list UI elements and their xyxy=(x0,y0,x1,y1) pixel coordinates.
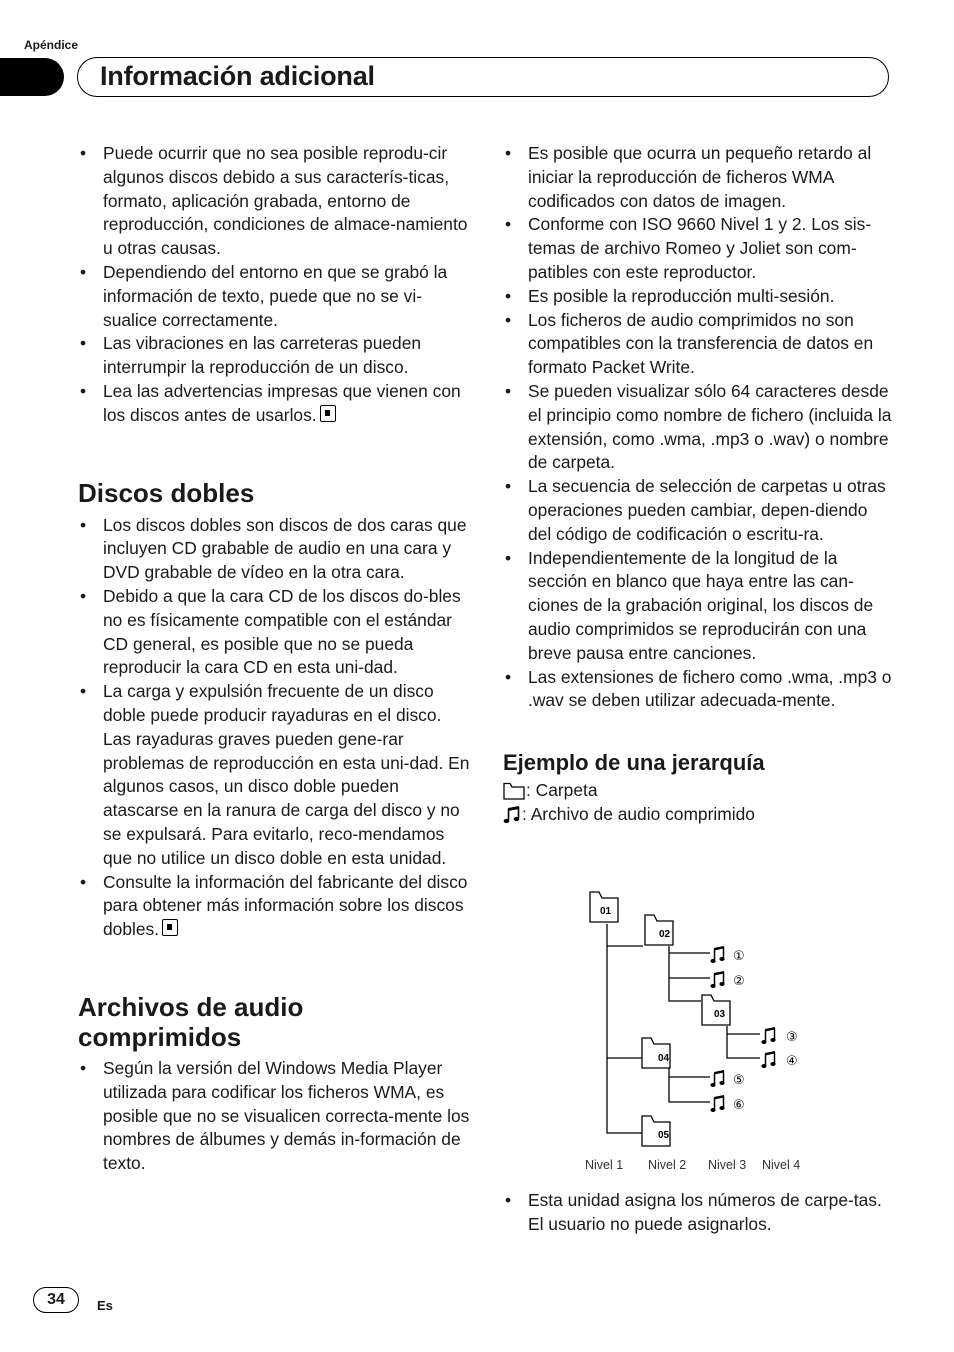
legend-audio-label: : Archivo de audio comprimido xyxy=(522,804,755,825)
folder-label: 05 xyxy=(658,1130,670,1141)
section-heading-archivos: Archivos de audio comprimidos xyxy=(78,991,304,1052)
section-heading-discos: Discos dobles xyxy=(78,477,255,508)
folder-03 xyxy=(702,995,730,1025)
audio-file-3 xyxy=(761,1027,797,1045)
folder-label: 02 xyxy=(659,929,671,940)
list-item: • Las vibraciones en las carreteras pueden interrumpir la reproducción de un disco. xyxy=(78,332,470,380)
folder-label: 03 xyxy=(714,1009,726,1020)
end-mark-icon xyxy=(320,405,336,422)
page-number: 34 xyxy=(33,1287,79,1313)
audio-file-2 xyxy=(710,971,744,989)
list-item: • Los ficheros de audio comprimidos no son compatibles con la transferencia de datos en formato Packet Write. xyxy=(503,309,895,380)
legend-folder-label: : Carpeta xyxy=(526,780,598,801)
music-note-icon xyxy=(761,1027,775,1044)
list-item: • Esta unidad asigna los números de carpe-tas. El usuario no puede asignarlos. xyxy=(503,1189,895,1237)
list-item: • Puede ocurrir que no sea posible reprodu-cir algunos discos debido a sus caracterís-ticas, formato, aplicación grabada, entorno de reproducción, condiciones de almace-namiento u otras causas. xyxy=(78,142,470,261)
right-list xyxy=(503,142,895,713)
header-bar xyxy=(77,57,889,97)
legend-folder xyxy=(503,779,895,803)
list-item: • Independientemente de la longitud de la sección en blanco que haya entre las can-ciones de la grabación original, los discos de audio comprimidos se reproducirán con una breve pausa entre canciones. xyxy=(503,547,895,666)
level-label: Nivel 4 xyxy=(762,1158,801,1172)
level-label: Nivel 3 xyxy=(708,1158,747,1172)
discos-list xyxy=(78,514,470,942)
list-item: • Según la versión del Windows Media Player utilizada para codificar los ficheros WMA, es posible que no se visualicen correcta-mente los nombres de álbumes y demás in-formación de texto. xyxy=(78,1057,470,1176)
level-label: Nivel 1 xyxy=(585,1158,624,1172)
final-list xyxy=(503,1189,895,1237)
list-item: • Las extensiones de fichero como .wma, .mp3 o .wav se deben utilizar adecuada-mente. xyxy=(503,666,895,714)
list-item: • Conforme con ISO 9660 Nivel 1 y 2. Los sis-temas de archivo Romeo y Joliet son com-patibles con este reproductor. xyxy=(503,213,895,284)
folder-04 xyxy=(642,1038,670,1068)
list-item: • Debido a que la cara CD de los discos do-bles no es físicamente compatible con el estándar CD general, es posible que no se pueda reproducir la cara CD en esta uni-dad. xyxy=(78,585,470,680)
music-note-icon xyxy=(710,946,724,963)
list-item: • Dependiendo del entorno en que se grabó la información de texto, puede que no se vi-sualice correctamente. xyxy=(78,261,470,332)
file-number: ⑥ xyxy=(733,1098,745,1113)
folder-label: 01 xyxy=(600,906,612,917)
list-item: • La secuencia de selección de carpetas u otras operaciones pueden cambiar, depen-diendo del código de codificación o escritu-ra. xyxy=(503,475,895,546)
folder-01 xyxy=(590,892,618,922)
folder-icon xyxy=(503,782,525,800)
list-item xyxy=(78,380,470,428)
page-title: Información adicional xyxy=(100,61,375,91)
list-item: • Se pueden visualizar sólo 64 caracteres desde el principio como nombre de fichero (incluida la extensión, como .wma, .mp3 o .wav) o nombre de carpeta. xyxy=(503,380,895,475)
archivos-list xyxy=(78,1057,470,1176)
music-note-icon xyxy=(503,805,521,825)
level-label: Nivel 2 xyxy=(648,1158,687,1172)
list-item: • La carga y expulsión frecuente de un disco doble puede producir rayaduras en el disco. Las rayaduras graves pueden gene-rar problemas de reproducción en esta uni-dad. En algunos casos, un disco doble pueden atascarse en la ranura de carga del disco y no se expulsará. Para evitarlo, reco-mendamos que no utilice un disco doble en esta unidad. xyxy=(78,680,470,870)
list-item-text: Lea las advertencias impresas que vienen con los discos antes de usarlos. xyxy=(103,380,461,425)
folder-05 xyxy=(642,1116,670,1146)
legend-audio xyxy=(503,803,895,827)
file-number: ④ xyxy=(786,1054,798,1069)
list-item: • Es posible la reproducción multi-sesión. xyxy=(503,285,895,309)
list-item: • Es posible que ocurra un pequeño retardo al iniciar la reproducción de ficheros WMA codificados con datos de imagen. xyxy=(503,142,895,213)
file-number: ① xyxy=(733,949,745,964)
folder-label: 04 xyxy=(658,1053,670,1064)
audio-file-6 xyxy=(710,1095,744,1113)
section-tag: Apéndice xyxy=(24,38,79,52)
music-note-icon xyxy=(710,971,724,988)
hierarchy-diagram xyxy=(580,888,820,1178)
language-code: Es xyxy=(97,1298,113,1313)
audio-file-4 xyxy=(761,1051,797,1069)
end-mark-icon xyxy=(162,919,178,936)
file-number: ⑤ xyxy=(733,1073,745,1088)
audio-file-5 xyxy=(710,1070,744,1088)
intro-list xyxy=(78,142,470,428)
music-note-icon xyxy=(710,1095,724,1112)
music-note-icon xyxy=(710,1070,724,1087)
final-note xyxy=(503,1189,895,1237)
music-note-icon xyxy=(761,1051,775,1068)
audio-file-1 xyxy=(710,946,744,964)
list-item: • Los discos dobles son discos de dos caras que incluyen CD grabable de audio en una cara y DVD grabable de vídeo en la otra cara. xyxy=(78,514,470,585)
right-column xyxy=(503,142,895,827)
section-tab-marker xyxy=(0,58,64,96)
section-heading-ejemplo: Ejemplo de una jerarquía xyxy=(503,750,765,776)
file-number: ② xyxy=(733,974,745,989)
file-number: ③ xyxy=(786,1030,798,1045)
folder-02 xyxy=(645,915,673,945)
list-item-text: Consulte la información del fabricante del disco para obtener más información sobre los discos dobles. xyxy=(103,871,468,940)
left-column xyxy=(78,142,470,1176)
list-item xyxy=(78,871,470,942)
